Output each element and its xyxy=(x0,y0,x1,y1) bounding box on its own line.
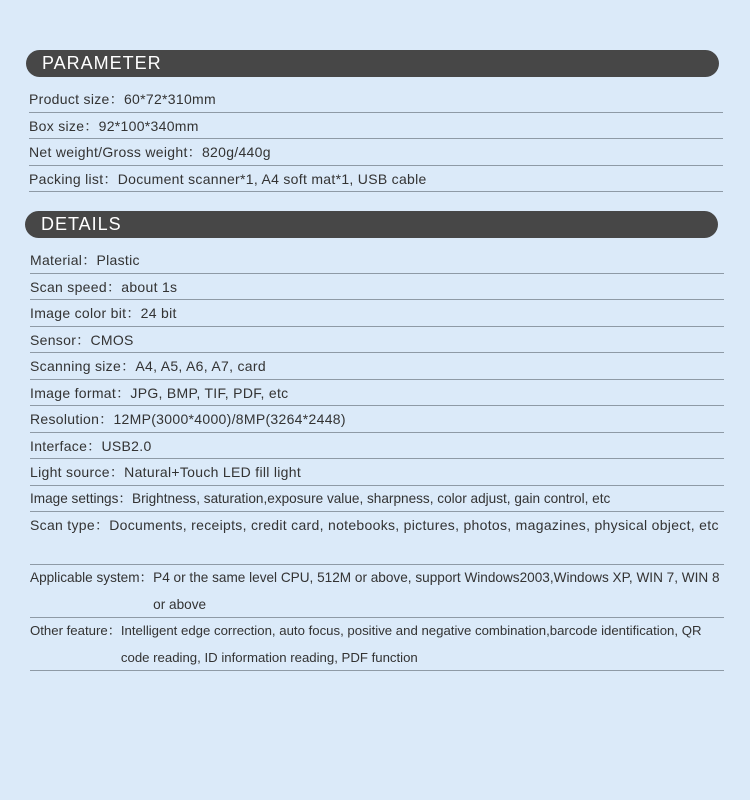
row-value: Brightness, saturation,exposure value, sharpness, color adjust, gain control, etc xyxy=(132,490,611,506)
param-row-packing-list xyxy=(29,166,723,193)
row-value: USB2.0 xyxy=(101,437,152,454)
row-value: Documents, receipts, credit card, notebooks, pictures, photos, magazines, physical object, etc xyxy=(109,517,719,533)
row-label: Image color bit： xyxy=(30,305,141,321)
row-label: Scan speed： xyxy=(30,278,122,295)
detail-row-interface xyxy=(30,433,724,460)
row-label: Applicable system： xyxy=(30,570,154,585)
detail-row-color-bit xyxy=(30,300,724,327)
detail-row-material xyxy=(30,247,724,274)
param-row-box-size xyxy=(29,113,723,140)
row-label: Image format： xyxy=(30,384,131,401)
row-value: Plastic xyxy=(96,252,140,268)
row-value: A4, A5, A6, A7, card xyxy=(135,358,266,374)
row-label: Interface： xyxy=(30,437,102,454)
row-value: Natural+Touch LED fill light xyxy=(124,464,302,480)
row-value: Intelligent edge correction, auto focus, positive and negative combination,barcode identification, QR code reading, ID information reading, PDF function xyxy=(120,623,702,665)
row-label: Light source： xyxy=(30,464,125,480)
parameter-title: PARAMETER xyxy=(42,53,162,73)
detail-row-scan-type xyxy=(30,512,724,565)
row-label: Scanning size： xyxy=(30,358,136,374)
row-label: Net weight/Gross weight： xyxy=(29,144,202,160)
parameter-list xyxy=(29,86,723,192)
detail-row-sensor xyxy=(30,327,724,354)
detail-row-applicable-system xyxy=(30,565,724,618)
row-value: CMOS xyxy=(90,331,134,348)
detail-row-image-settings xyxy=(30,486,724,513)
detail-row-other-feature xyxy=(30,618,724,671)
param-row-weight xyxy=(29,139,723,166)
row-label: Other feature： xyxy=(30,623,121,638)
details-list xyxy=(30,247,724,671)
parameter-header xyxy=(26,50,719,77)
row-label: Scan type： xyxy=(30,517,110,533)
row-value: Document scanner*1, A4 soft mat*1, USB cable xyxy=(117,170,427,187)
row-label: Image settings： xyxy=(30,490,132,506)
row-label: Resolution： xyxy=(30,411,114,427)
row-value: 24 bit xyxy=(140,305,177,321)
row-label: Material： xyxy=(30,252,97,268)
row-label: Packing list： xyxy=(29,170,118,187)
row-label: Product size： xyxy=(29,91,124,107)
param-row-product-size xyxy=(29,86,723,113)
detail-row-scan-speed xyxy=(30,274,724,301)
detail-row-light-source xyxy=(30,459,724,486)
detail-row-resolution xyxy=(30,406,724,433)
detail-row-scanning-size xyxy=(30,353,724,380)
row-value: 60*72*310mm xyxy=(123,91,216,107)
row-value: JPG, BMP, TIF, PDF, etc xyxy=(130,384,289,401)
row-value: 92*100*340mm xyxy=(98,117,199,134)
row-value: 12MP(3000*4000)/8MP(3264*2448) xyxy=(113,411,346,427)
details-header xyxy=(25,211,718,238)
row-value: about 1s xyxy=(121,278,178,295)
row-label: Box size： xyxy=(29,117,99,134)
row-value: P4 or the same level CPU, 512M or above, support Windows2003,Windows XP, WIN 7, WIN 8 or above xyxy=(153,570,720,612)
row-label: Sensor： xyxy=(30,331,91,348)
details-title: DETAILS xyxy=(41,214,122,234)
row-value: 820g/440g xyxy=(201,144,271,160)
detail-row-image-format xyxy=(30,380,724,407)
